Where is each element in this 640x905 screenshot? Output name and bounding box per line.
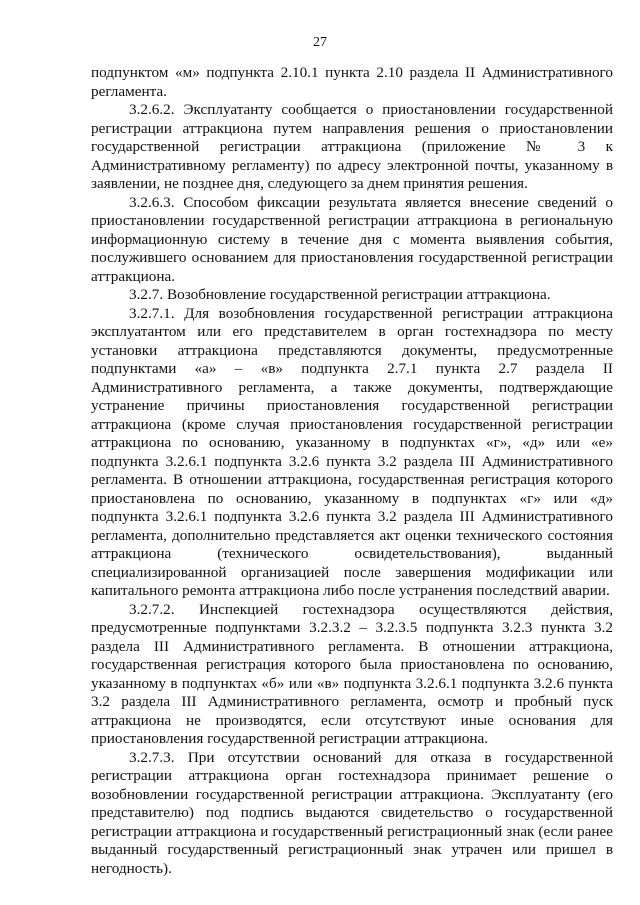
page-number: 27 bbox=[313, 35, 327, 50]
paragraph-continuation: подпунктом «м» подпункта 2.10.1 пункта 2.10 раздела II Административного регламента. bbox=[91, 64, 613, 100]
paragraph-3-2-7-1: 3.2.7.1. Для возобновления государственной регистрации аттракциона эксплуатантом или его представителем в орган гостехнадзора по месту установки аттракциона представляются документы, предусмотренные подпунктами «а» – «в» подпункта 2.7.1 пункта 2.7 раздела II Административного регламента, а также документы, подтверждающие устранение причины приостановления государственной регистрации аттракциона (кроме случая приостановления государственной регистрации аттракциона по основанию, указанному в подпунктах «г», «д» или «е» подпункта 3.2.6.1 подпункта 3.2.6 пункта 3.2 раздела III Административного регламента. В отношении аттракциона, государственная регистрация которого приостановлена по основанию, указанному в подпунктах «г» или «д» подпункта 3.2.6.1 подпункта 3.2.6 пункта 3.2 раздела III Административного регламента, дополнительно представляется акт оценки технического состояния аттракциона (технического освидетельствования), выданный специализированной организацией после завершения модификации или капитального ремонта аттракциона либо после устранения последствий аварии. bbox=[91, 304, 613, 599]
paragraph-3-2-6-2: 3.2.6.2. Эксплуатанту сообщается о приостановлении государственной регистрации аттракциона путем направления решения о приостановлении государственной регистрации аттракциона (приложение № 3 к Административному регламенту) по адресу электронной почты, указанному в заявлении, не позднее дня, следующего за днем принятия решения. bbox=[91, 101, 613, 192]
heading-3-2-7: 3.2.7. Возобновление государственной регистрации аттракциона. bbox=[129, 286, 551, 303]
paragraph-3-2-7-2: 3.2.7.2. Инспекцией гостехнадзора осуществляются действия, предусмотренные подпунктами 3.2.3.2 – 3.2.3.5 подпункта 3.2.3 пункта 3.2 раздела III Административного регламента. В отношении аттракциона, государственная регистрация которого была приостановлена по основанию, указанному в подпунктах «б» или «в» подпункта 3.2.6.1 подпункта 3.2.6 пункта 3.2 раздела III Административного регламента, осмотр и пробный пуск аттракциона не производятся, если отсутствуют иные основания для приостановления государственной регистрации аттракциона. bbox=[91, 600, 613, 747]
paragraph-3-2-7-3: 3.2.7.3. При отсутствии оснований для отказа в государственной регистрации аттракциона орган гостехнадзора принимает решение о возобновлении государственной регистрации аттракциона. Эксплуатанту (его представителю) под подпись выдаются свидетельство о государственной регистрации аттракциона и государственный регистрационный знак (если ранее выданный государственный регистрационный знак утрачен или пришел в негодность). bbox=[91, 748, 613, 877]
paragraph-3-2-6-3: 3.2.6.3. Способом фиксации результата является внесение сведений о приостановлении государственной регистрации аттракциона в региональную информационную систему в течение дня с момента выявления события, послужившего основанием для приостановления государственной регистрации аттракциона. bbox=[91, 193, 613, 285]
document-body bbox=[91, 64, 613, 878]
